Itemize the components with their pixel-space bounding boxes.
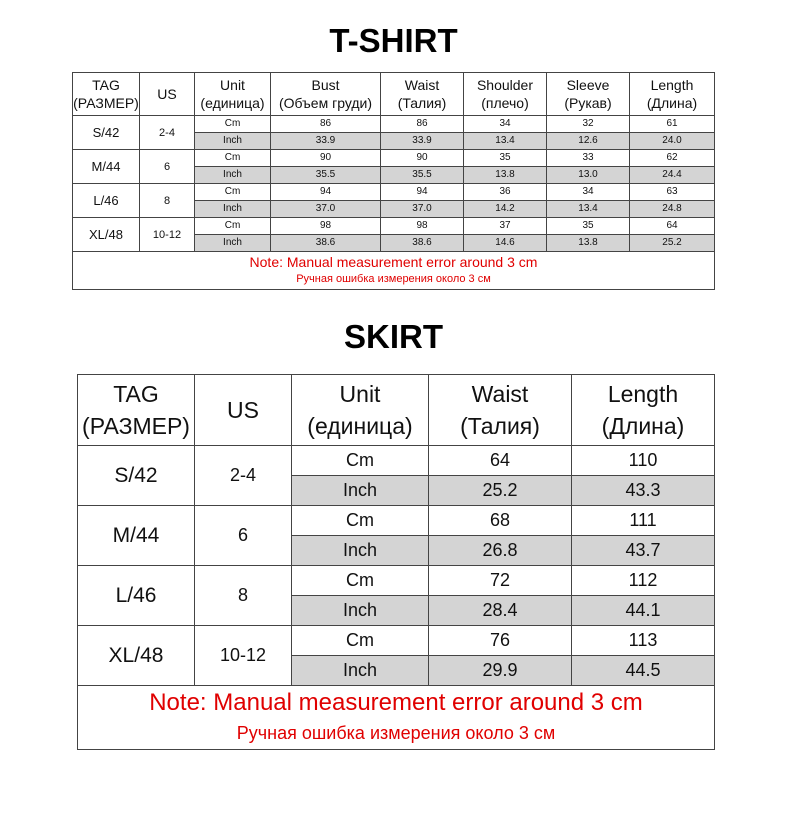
measurement-cell: 25.2 <box>429 476 572 506</box>
measurement-cell: 112 <box>572 566 715 596</box>
measurement-cell: 35.5 <box>381 167 464 184</box>
measurement-cell: 13.8 <box>547 235 630 252</box>
measurement-cell: 38.6 <box>271 235 381 252</box>
measurement-cell: 44.1 <box>572 596 715 626</box>
measurement-cell: 34 <box>464 116 547 133</box>
header-line: TAG <box>113 381 159 407</box>
skirt-header-cell <box>429 375 572 446</box>
us-size-cell: 8 <box>140 184 195 218</box>
measurement-cell: 37.0 <box>271 201 381 218</box>
header-line: (Рукав) <box>564 95 612 111</box>
note-english: Note: Manual measurement error around 3 cm <box>249 253 538 270</box>
skirt-size-table <box>77 374 715 750</box>
measurement-cell: 62 <box>630 150 715 167</box>
size-tag-cell: XL/48 <box>78 626 195 686</box>
measurement-cell: 37 <box>464 218 547 235</box>
unit-cell: Cm <box>195 218 271 235</box>
tshirt-header-cell <box>381 73 464 116</box>
skirt-header-row <box>78 375 715 446</box>
measurement-cell: 35 <box>547 218 630 235</box>
us-size-cell: 2-4 <box>195 446 292 506</box>
header-line: Bust <box>311 77 340 93</box>
tshirt-header-cell <box>630 73 715 116</box>
table-row <box>78 626 715 656</box>
measurement-cell: 76 <box>429 626 572 656</box>
header-line: Shoulder <box>476 77 534 93</box>
header-line: TAG <box>92 77 120 93</box>
header-line: Waist <box>471 381 529 407</box>
us-size-cell: 6 <box>195 506 292 566</box>
us-size-cell: 10-12 <box>195 626 292 686</box>
measurement-cell: 35 <box>464 150 547 167</box>
skirt-header-cell <box>292 375 429 446</box>
measurement-cell: 13.4 <box>547 201 630 218</box>
measurement-cell: 38.6 <box>381 235 464 252</box>
us-size-cell: 10-12 <box>140 218 195 252</box>
measurement-cell: 35.5 <box>271 167 381 184</box>
measurement-cell: 94 <box>381 184 464 201</box>
measurement-cell: 90 <box>381 150 464 167</box>
header-line: Length <box>607 381 679 407</box>
measurement-cell: 33.9 <box>271 133 381 150</box>
tshirt-size-table <box>72 72 715 290</box>
measurement-cell: 24.8 <box>630 201 715 218</box>
measurement-cell: 98 <box>381 218 464 235</box>
skirt-header-cell <box>195 375 292 446</box>
measurement-cell: 110 <box>572 446 715 476</box>
size-tag-cell: L/46 <box>73 184 140 218</box>
measurement-cell: 26.8 <box>429 536 572 566</box>
header-line: US <box>227 397 259 423</box>
unit-cell: Inch <box>292 656 429 686</box>
tshirt-header-cell <box>140 73 195 116</box>
measurement-cell: 32 <box>547 116 630 133</box>
size-tag-cell: XL/48 <box>73 218 140 252</box>
tshirt-header-cell <box>271 73 381 116</box>
tshirt-title: T-SHIRT <box>329 22 458 59</box>
header-line: (Длина) <box>646 95 698 111</box>
header-line: Waist <box>404 77 440 93</box>
size-tag-cell: S/42 <box>73 116 140 150</box>
header-line: (РАЗМЕР) <box>82 413 190 439</box>
unit-cell: Cm <box>195 150 271 167</box>
unit-cell: Cm <box>195 184 271 201</box>
header-line: (Объем груди) <box>278 95 373 111</box>
measurement-cell: 113 <box>572 626 715 656</box>
measurement-cell: 13.8 <box>464 167 547 184</box>
unit-cell: Inch <box>292 536 429 566</box>
header-line: Unit <box>220 77 245 93</box>
unit-cell: Inch <box>195 201 271 218</box>
unit-cell: Inch <box>195 167 271 184</box>
us-size-cell: 6 <box>140 150 195 184</box>
measurement-cell: 90 <box>271 150 381 167</box>
measurement-cell: 33 <box>547 150 630 167</box>
measurement-cell: 72 <box>429 566 572 596</box>
table-row <box>73 150 715 167</box>
unit-cell: Cm <box>292 566 429 596</box>
header-line: (Талия) <box>397 95 447 111</box>
measurement-cell: 86 <box>381 116 464 133</box>
table-row <box>73 218 715 235</box>
measurement-cell: 14.6 <box>464 235 547 252</box>
us-size-cell: 8 <box>195 566 292 626</box>
header-line: (плечо) <box>481 95 529 111</box>
size-tag-cell: M/44 <box>73 150 140 184</box>
skirt-header-cell <box>572 375 715 446</box>
skirt-title: SKIRT <box>344 318 443 355</box>
measurement-cell: 43.3 <box>572 476 715 506</box>
table-row <box>73 184 715 201</box>
measurement-cell: 63 <box>630 184 715 201</box>
measurement-cell: 28.4 <box>429 596 572 626</box>
unit-cell: Cm <box>292 626 429 656</box>
header-line: (единица) <box>307 413 413 439</box>
tshirt-header-row <box>73 73 715 116</box>
unit-cell: Cm <box>292 506 429 536</box>
table-row <box>78 566 715 596</box>
measurement-cell: 86 <box>271 116 381 133</box>
measurement-cell: 24.4 <box>630 167 715 184</box>
unit-cell: Inch <box>195 235 271 252</box>
measurement-cell: 68 <box>429 506 572 536</box>
header-line: Length <box>650 77 694 93</box>
measurement-cell: 25.2 <box>630 235 715 252</box>
unit-cell: Cm <box>195 116 271 133</box>
measurement-cell: 43.7 <box>572 536 715 566</box>
unit-cell: Inch <box>292 476 429 506</box>
measurement-cell: 44.5 <box>572 656 715 686</box>
measurement-cell: 64 <box>630 218 715 235</box>
measurement-cell: 37.0 <box>381 201 464 218</box>
header-line: (Длина) <box>601 413 685 439</box>
measurement-cell: 98 <box>271 218 381 235</box>
table-row <box>73 116 715 133</box>
unit-cell: Cm <box>292 446 429 476</box>
header-line: (единица) <box>200 95 265 111</box>
us-size-cell: 2-4 <box>140 116 195 150</box>
tshirt-header-cell <box>547 73 630 116</box>
measurement-cell: 29.9 <box>429 656 572 686</box>
tshirt-note-row <box>73 252 715 290</box>
measurement-cell: 24.0 <box>630 133 715 150</box>
size-tag-cell: L/46 <box>78 566 195 626</box>
table-row <box>78 446 715 476</box>
note-english: Note: Manual measurement error around 3 cm <box>149 688 643 716</box>
tshirt-header-cell <box>464 73 547 116</box>
measurement-cell: 61 <box>630 116 715 133</box>
header-line: US <box>157 86 177 102</box>
measurement-cell: 64 <box>429 446 572 476</box>
measurement-note <box>78 686 715 750</box>
header-line: (РАЗМЕР) <box>73 95 139 111</box>
measurement-note <box>73 252 715 290</box>
unit-cell: Inch <box>195 133 271 150</box>
tshirt-header-cell <box>73 73 140 116</box>
size-tag-cell: M/44 <box>78 506 195 566</box>
measurement-cell: 34 <box>547 184 630 201</box>
skirt-header-cell <box>78 375 195 446</box>
header-line: (Талия) <box>460 413 540 439</box>
header-line: Unit <box>339 381 381 407</box>
measurement-cell: 13.4 <box>464 133 547 150</box>
measurement-cell: 111 <box>572 506 715 536</box>
measurement-cell: 13.0 <box>547 167 630 184</box>
skirt-note-row <box>78 686 715 750</box>
measurement-cell: 14.2 <box>464 201 547 218</box>
header-line: Sleeve <box>566 77 610 93</box>
measurement-cell: 94 <box>271 184 381 201</box>
measurement-cell: 12.6 <box>547 133 630 150</box>
tshirt-header-cell <box>195 73 271 116</box>
unit-cell: Inch <box>292 596 429 626</box>
note-russian: Ручная ошибка измерения около 3 см <box>236 722 556 743</box>
size-tag-cell: S/42 <box>78 446 195 506</box>
measurement-cell: 36 <box>464 184 547 201</box>
table-row <box>78 506 715 536</box>
measurement-cell: 33.9 <box>381 133 464 150</box>
note-russian: Ручная ошибка измерения около 3 см <box>296 272 491 285</box>
